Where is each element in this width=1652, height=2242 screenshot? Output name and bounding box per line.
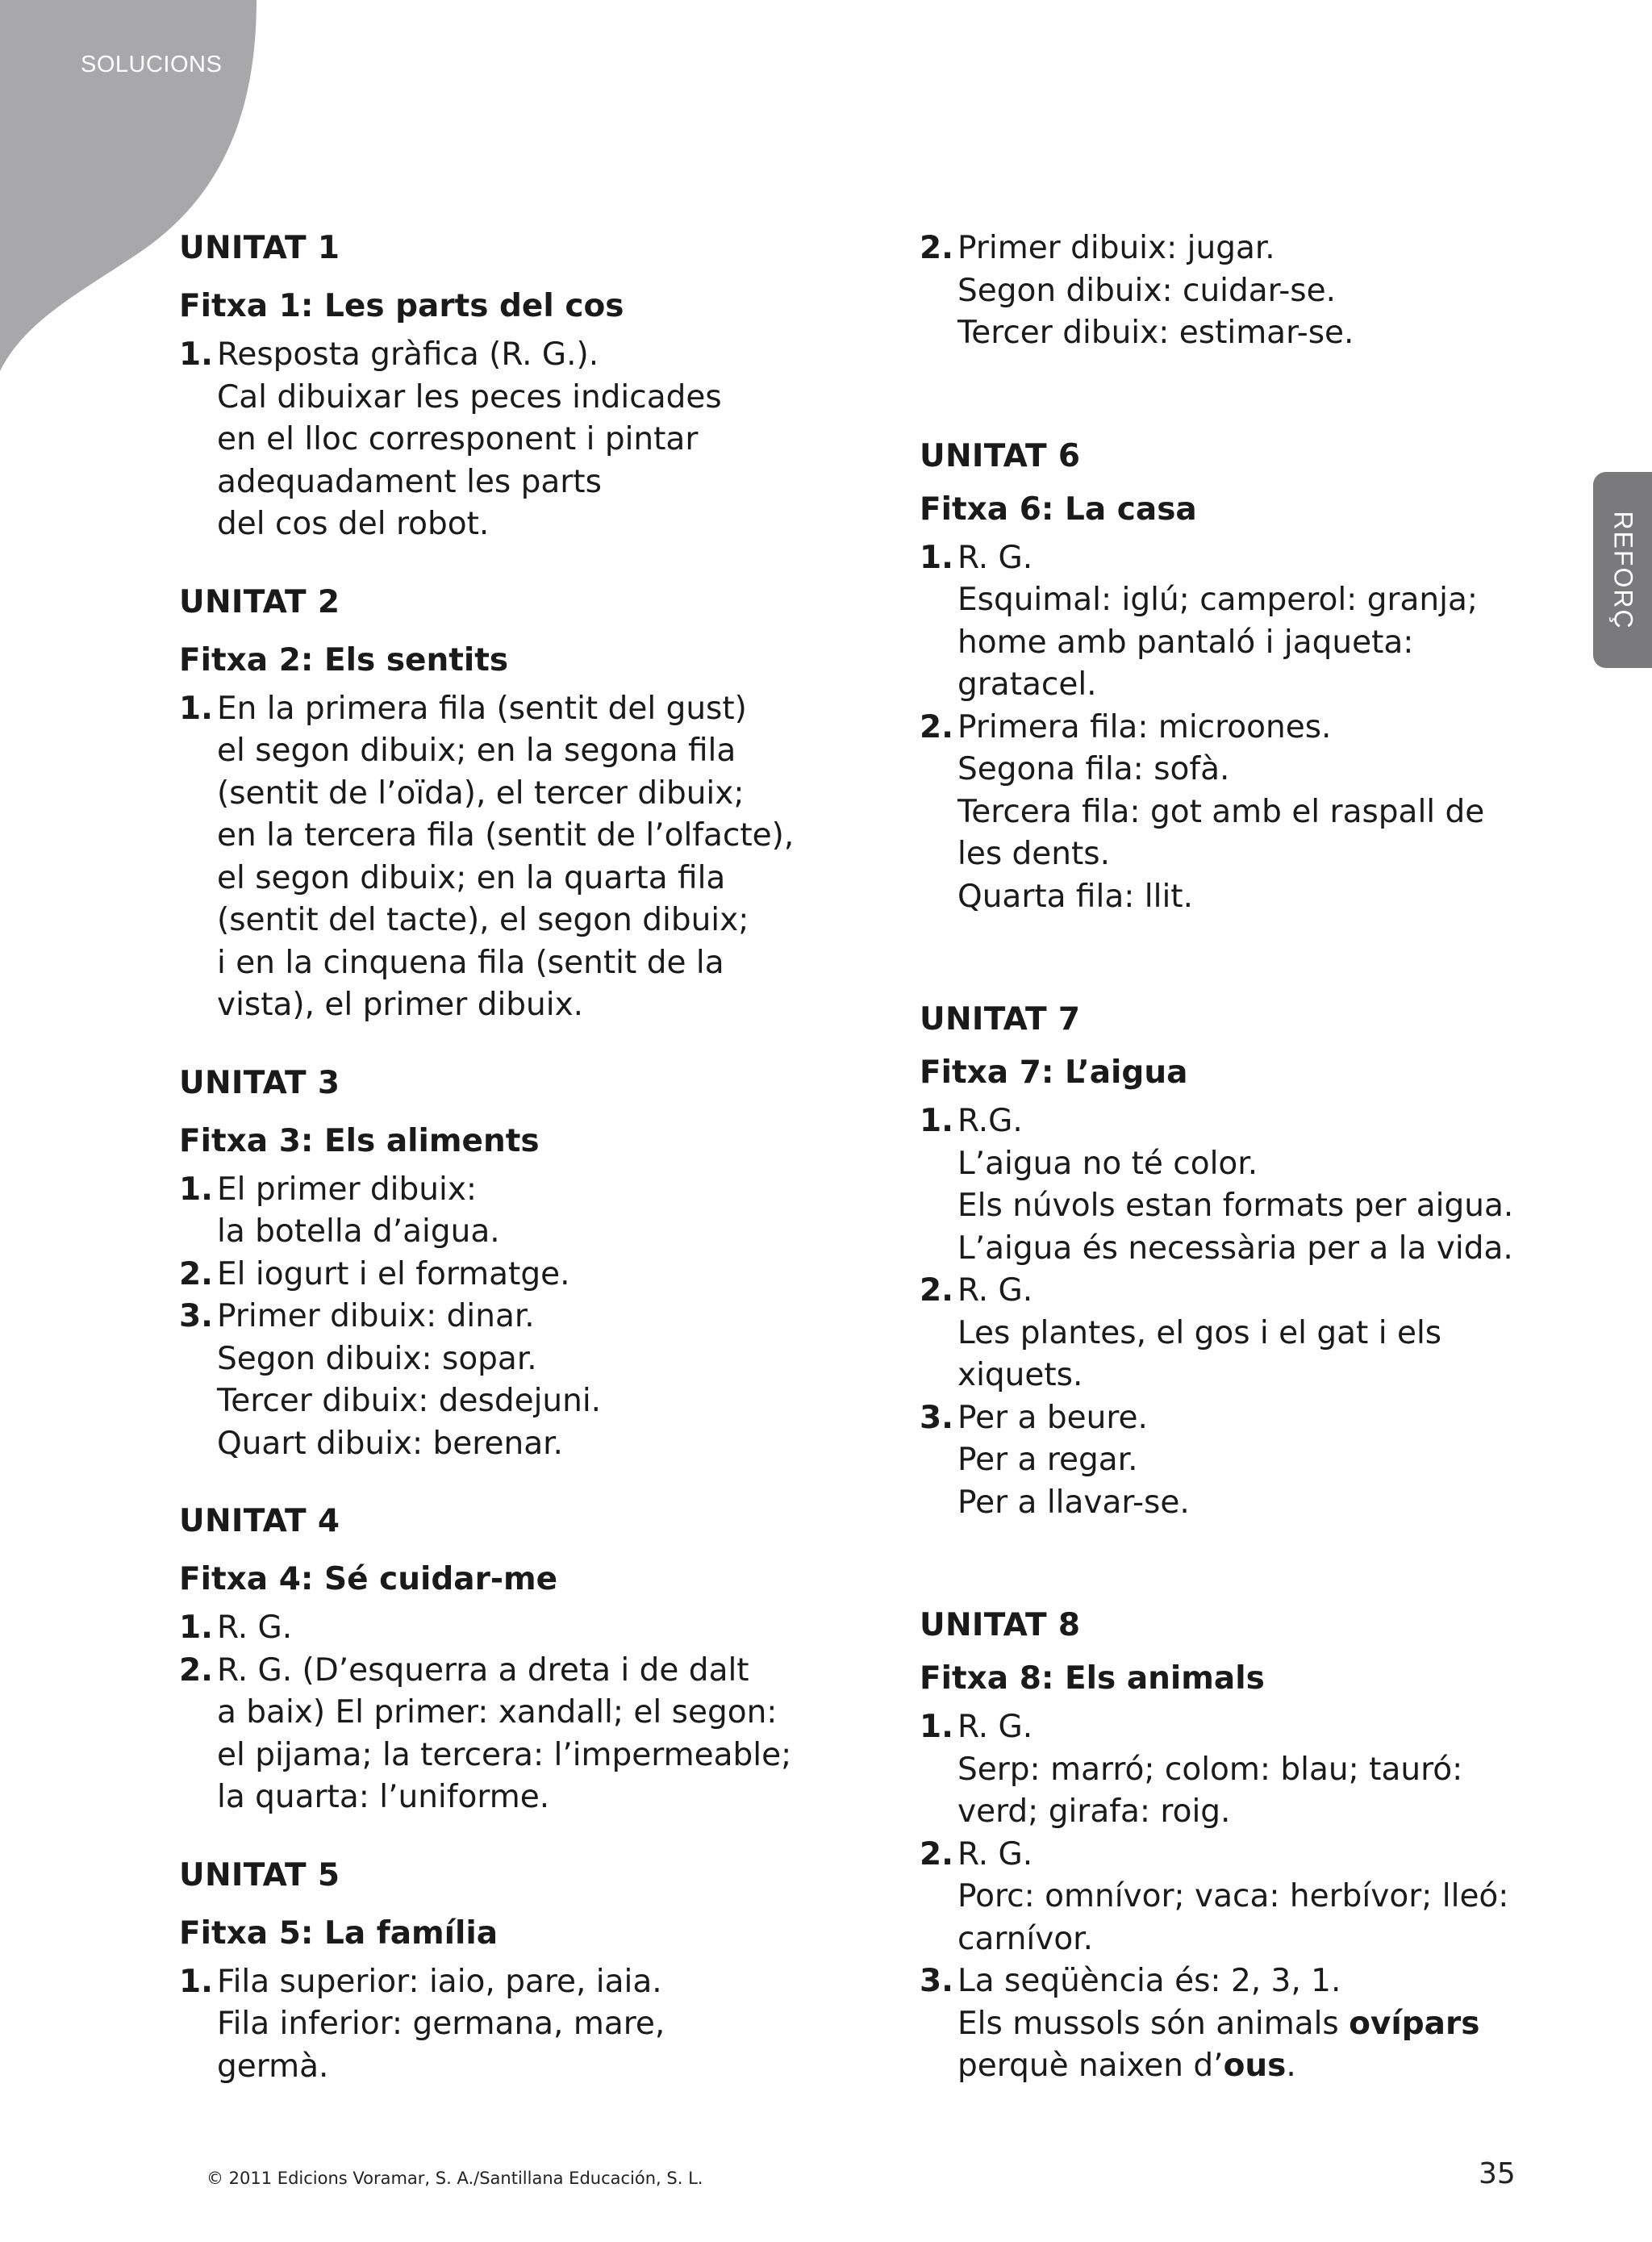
item-number: 1.: [179, 1171, 213, 1208]
unit-title: UNITAT 6: [920, 437, 1081, 474]
item-number: 3.: [920, 1399, 953, 1436]
answer-item: [920, 707, 1581, 919]
unit-title: UNITAT 1: [179, 230, 340, 266]
answer-line-rich: [957, 2045, 1581, 2088]
answer-line: la botella d’aigua.: [217, 1213, 500, 1250]
answer-line: R. G.: [957, 1272, 1033, 1309]
answer-line: el pijama; la tercera: l’impermeable;: [217, 1736, 792, 1773]
answer-item: [920, 537, 1581, 707]
unit-3: [179, 1063, 792, 1466]
fitxa-title: Fitxa 7: L’aigua: [920, 1054, 1188, 1091]
item-number: 1.: [920, 1103, 953, 1139]
fitxa-title: Fitxa 8: Els animals: [920, 1660, 1265, 1697]
copyright-footer: © 2011 Edicions Voramar, S. A./Santillana Educación, S. L.: [206, 2169, 703, 2188]
left-column: [179, 228, 795, 2088]
answer-line: a baix) El primer: xandall; el segon:: [217, 1694, 778, 1731]
answer-line: Tercera fila: got amb el raspall de: [957, 793, 1485, 830]
answer-line: germà.: [217, 2048, 329, 2085]
page-number: 35: [1479, 2157, 1516, 2190]
unit-title: UNITAT 4: [179, 1503, 340, 1539]
unit-title: UNITAT 7: [920, 1001, 1081, 1037]
unit-5: [179, 1855, 792, 2089]
answer-item: [920, 1397, 1581, 1525]
unit-title: UNITAT 2: [179, 583, 340, 620]
answer-line: Les plantes, el gos i el gat i els: [957, 1314, 1442, 1351]
answer-line: (sentit del tacte), el segon dibuix;: [217, 902, 749, 938]
answer-line: Els núvols estan formats per aigua.: [957, 1188, 1514, 1224]
answer-line: Porc: omnívor; vaca: herbívor; lleó:: [957, 1878, 1509, 1914]
answer-line: el segon dibuix; en la quarta fila: [217, 859, 726, 896]
item-number: 1.: [920, 1709, 953, 1745]
unit-title: UNITAT 8: [920, 1607, 1081, 1643]
answer-line: Primera fila: microones.: [957, 708, 1332, 745]
answer-line: La seqüència és: 2, 3, 1.: [957, 1963, 1341, 1999]
answer-line-rich: [957, 2003, 1581, 2046]
answer-line: Tercer dibuix: desdejuni.: [217, 1383, 602, 1419]
text-run: Els mussols són animals: [957, 2005, 1350, 2042]
item-number: 1.: [920, 539, 953, 576]
answer-item: [179, 688, 795, 1027]
item-number: 2.: [920, 1272, 953, 1309]
answer-item: [179, 1607, 792, 1650]
item-number: 3.: [920, 1963, 953, 1999]
answer-line: Fila superior: iaio, pare, iaia.: [217, 1963, 662, 2000]
answer-line: home amb pantaló i jaqueta:: [957, 624, 1414, 661]
answer-line: gratacel.: [957, 666, 1097, 703]
answer-line: El primer dibuix:: [217, 1171, 478, 1208]
answer-line: Per a llavar-se.: [957, 1484, 1190, 1521]
item-number: 2.: [920, 230, 953, 266]
answer-line: del cos del robot.: [217, 506, 490, 542]
answer-line: vista), el primer dibuix.: [217, 987, 584, 1023]
answer-line: Esquimal: iglú; camperol: granja;: [957, 582, 1478, 618]
unit-8: [920, 1605, 1581, 2088]
answer-line: Serp: marró; colom: blau; tauró:: [957, 1751, 1463, 1788]
answer-line: L’aigua no té color.: [957, 1145, 1258, 1182]
unit-7: [920, 999, 1581, 1524]
fitxa-title: Fitxa 6: La casa: [920, 491, 1197, 528]
bold-answer: ovípars: [1349, 2005, 1480, 2042]
answer-line: R. G.: [957, 539, 1033, 576]
answer-line: (sentit de l’oïda), el tercer dibuix;: [217, 774, 745, 812]
fitxa-title: Fitxa 5: La família: [179, 1914, 499, 1952]
answer-item: [920, 1270, 1581, 1397]
item-number: 1.: [179, 690, 213, 727]
answer-item: [920, 1834, 1581, 1961]
answer-item: [920, 1706, 1581, 1834]
answer-line: Resposta gràfica (R. G.).: [217, 336, 599, 373]
item-number: 2.: [920, 1835, 953, 1873]
answer-item: [179, 1169, 792, 1254]
answer-item: [179, 1254, 792, 1296]
answer-item: [920, 1100, 1581, 1270]
right-column: [920, 228, 1581, 2088]
answer-line: L’aigua és necessària per a la vida.: [957, 1230, 1513, 1267]
item-number: 1.: [179, 336, 213, 373]
answer-item: [179, 1650, 792, 1819]
answer-line: el segon dibuix; en la segona fila: [217, 733, 736, 769]
answer-line: Per a beure.: [957, 1399, 1148, 1436]
unit-title: UNITAT 5: [179, 1856, 340, 1893]
answer-line: Quarta fila: llit.: [957, 878, 1193, 915]
answer-line: El iogurt i el formatge.: [217, 1255, 570, 1292]
answer-item: [179, 334, 792, 546]
fitxa-title: Fitxa 3: Els aliments: [179, 1122, 540, 1159]
unit-4: [179, 1501, 792, 1819]
answer-line: Cal dibuixar les peces indicades: [217, 378, 722, 415]
answer-item: [179, 1961, 792, 2089]
answer-line: R.G.: [957, 1103, 1023, 1139]
item-number: 1.: [179, 1609, 213, 1646]
answer-line: Primer dibuix: dinar.: [217, 1298, 535, 1334]
fitxa-title: Fitxa 4: Sé cuidar-me: [179, 1561, 558, 1597]
answer-line: R. G.: [957, 1709, 1033, 1745]
item-number: 1.: [179, 1963, 213, 2000]
answer-item: [920, 1960, 1581, 2088]
answer-line: R. G.: [217, 1609, 293, 1646]
answer-line: les dents.: [957, 836, 1111, 872]
answer-line: Primer dibuix: jugar.: [957, 230, 1275, 266]
answer-line: en el lloc corresponent i pintar: [217, 421, 699, 457]
text-run: perquè naixen d’: [957, 2048, 1224, 2084]
unit-1: [179, 228, 792, 546]
answer-line: Segona fila: sofà.: [957, 751, 1230, 787]
answer-item: [179, 1296, 792, 1465]
answer-line: Segon dibuix: sopar.: [217, 1340, 537, 1377]
fitxa-title: Fitxa 2: Els sentits: [179, 641, 509, 678]
answer-line: en la tercera fila (sentit de l’olfacte),: [217, 817, 795, 854]
unit-6: [920, 436, 1581, 919]
answer-line: la quarta: l’uniforme.: [217, 1779, 550, 1815]
answer-line: En la primera fila (sentit del gust): [217, 690, 747, 727]
answer-line: xiquets.: [957, 1357, 1083, 1393]
answer-line: Segon dibuix: cuidar-se.: [957, 272, 1336, 309]
answer-line: adequadament les parts: [217, 463, 602, 500]
answer-line: Quart dibuix: berenar.: [217, 1425, 563, 1462]
bold-answer: ous: [1223, 2048, 1287, 2084]
item-number: 2.: [920, 708, 953, 745]
text-run: .: [1286, 2048, 1296, 2084]
fitxa-title: Fitxa 1: Les parts del cos: [179, 288, 624, 324]
unit-2: [179, 582, 795, 1027]
answer-line: R. G.: [957, 1835, 1033, 1873]
answer-line: Tercer dibuix: estimar-se.: [957, 315, 1354, 351]
side-tab-label: REFORÇ: [1608, 510, 1637, 630]
answer-line: R. G. (D’esquerra a dreta i de dalt: [217, 1651, 749, 1689]
answer-line: carnívor.: [957, 1920, 1094, 1957]
item-number: 2.: [179, 1651, 213, 1689]
answer-line: verd; girafa: roig.: [957, 1793, 1231, 1830]
unit-title: UNITAT 3: [179, 1064, 340, 1101]
answer-line: i en la cinquena fila (sentit de la: [217, 944, 724, 981]
answer-item: [920, 228, 1581, 355]
answer-line: Fila inferior: germana, mare,: [217, 2006, 665, 2042]
item-number: 2.: [179, 1255, 213, 1292]
answer-line: Per a regar.: [957, 1442, 1138, 1478]
section-label: SOLUCIONS: [81, 52, 223, 77]
item-number: 3.: [179, 1298, 213, 1334]
side-tab: [1593, 472, 1652, 668]
